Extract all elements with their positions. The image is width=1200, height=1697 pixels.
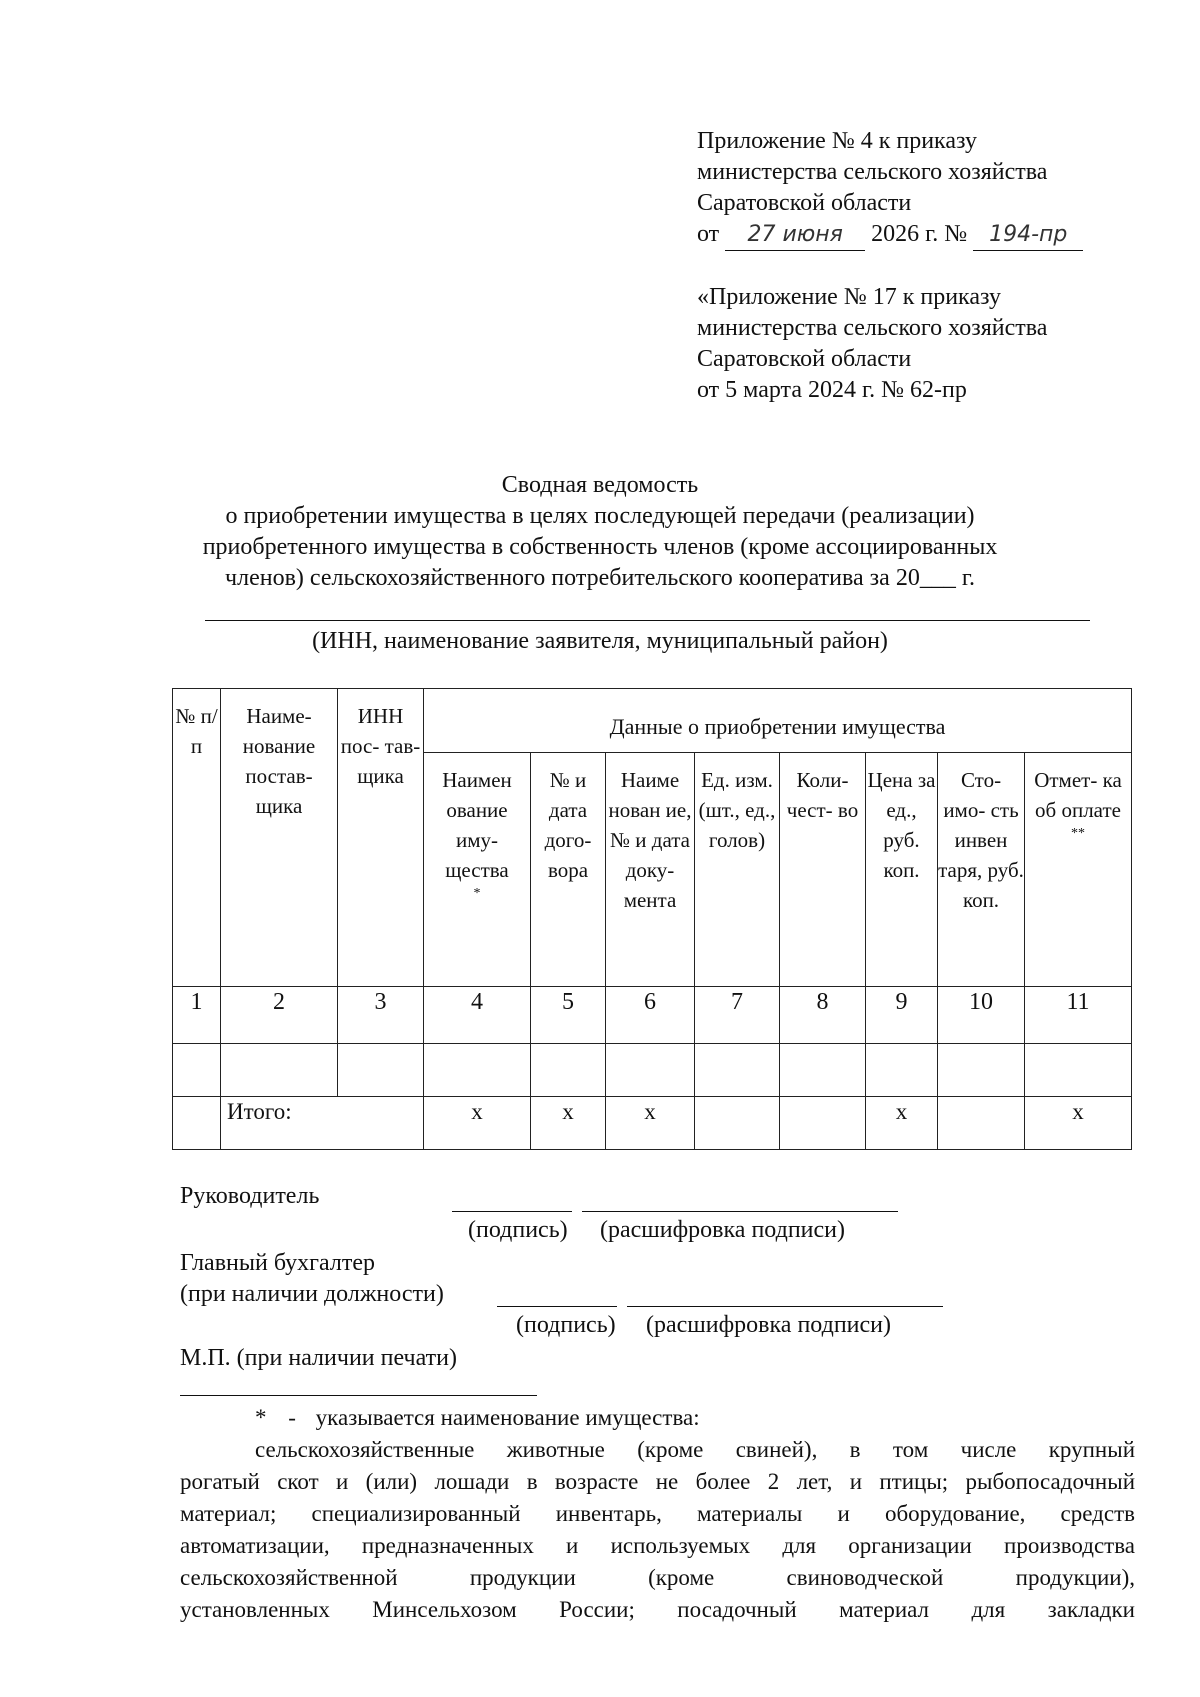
accountant-signature-line [497, 1306, 617, 1307]
table-cell [780, 1097, 866, 1150]
handwritten-order-number: 194-пр [973, 219, 1083, 251]
column-number: 1 [173, 987, 221, 1044]
head-label: Руководитель [180, 1183, 320, 1209]
column-number: 4 [424, 987, 531, 1044]
header-unit: Ед. изм. (шт., ед., голов) [695, 753, 780, 987]
head-decode-caption: (расшифровка подписи) [600, 1217, 845, 1243]
document-subtitle-line1: о приобретении имущества в целях последующей передачи (реализации) [225, 503, 975, 529]
header-property-name [424, 753, 531, 987]
stamp-label: М.П. (при наличии печати) [180, 1345, 457, 1371]
appendix-original-line1: «Приложение № 17 к приказу [697, 284, 1001, 310]
table-cell [695, 1044, 780, 1097]
handwritten-date: 27 июня [725, 219, 865, 251]
head-signature-line [452, 1211, 572, 1212]
appendix-current-line3: Саратовской области [697, 190, 912, 216]
accountant-decode-caption: (расшифровка подписи) [646, 1312, 891, 1338]
table-cell [531, 1044, 606, 1097]
table-row [173, 1044, 1132, 1097]
column-number: 2 [221, 987, 338, 1044]
table-cell [938, 1097, 1025, 1150]
table-cell [1025, 1044, 1132, 1097]
appendix-original-line2: министерства сельского хозяйства [697, 315, 1048, 341]
footnote-intro-line [255, 1402, 700, 1433]
column-number: 9 [866, 987, 938, 1044]
header-property-name-text: Наимен ование иму- щества [442, 768, 512, 882]
column-number: 7 [695, 987, 780, 1044]
table-cell [338, 1044, 424, 1097]
footnote-marker: * [255, 1405, 267, 1430]
total-mark: x [531, 1097, 606, 1150]
header-supplier-name: Наиме- нование постав- щика [221, 689, 338, 987]
header-supplier-inn: ИНН пос- тав- щика [338, 689, 424, 987]
footnote-line: сельскохозяйственной продукции (кроме свиноводческой продукции), [180, 1565, 1135, 1590]
table-cell [173, 1044, 221, 1097]
appendix-current-line1: Приложение № 4 к приказу [697, 128, 977, 154]
total-row [173, 1097, 1132, 1150]
column-number: 6 [606, 987, 695, 1044]
header-row-number: № п/ п [173, 689, 221, 987]
applicant-caption: (ИНН, наименование заявителя, муниципальный район) [312, 628, 888, 654]
table-cell [221, 1044, 338, 1097]
head-decode-line [582, 1211, 898, 1212]
footnote-mark-single: * [473, 886, 481, 901]
appendix-current-date-line [697, 219, 1083, 251]
head-sign-caption: (подпись) [468, 1217, 568, 1243]
header-payment-mark-text: Отмет- ка об оплате [1034, 768, 1122, 822]
footnote-mark-double: ** [1071, 826, 1085, 841]
header-contract: № и дата дого- вора [531, 753, 606, 987]
total-mark: x [866, 1097, 938, 1150]
document-title: Сводная ведомость [501, 472, 699, 498]
column-number: 8 [780, 987, 866, 1044]
header-payment-mark [1025, 753, 1132, 987]
accountant-label: Главный бухгалтер [180, 1250, 375, 1276]
appendix-current-line2: министерства сельского хозяйства [697, 159, 1048, 185]
total-mark: x [606, 1097, 695, 1150]
header-property-data-group: Данные о приобретении имущества [424, 689, 1132, 753]
column-number: 3 [338, 987, 424, 1044]
table-cell [938, 1044, 1025, 1097]
accountant-decode-line [627, 1306, 943, 1307]
appendix-original-line3: Саратовской области [697, 346, 912, 372]
header-inventory-cost: Сто- имо- сть инвен таря, руб. коп. [938, 753, 1025, 987]
column-number: 11 [1025, 987, 1132, 1044]
table-cell [424, 1044, 531, 1097]
column-number: 5 [531, 987, 606, 1044]
property-summary-table [172, 688, 1132, 1150]
date-year-number: 2026 г. № [871, 221, 968, 247]
total-mark: x [1025, 1097, 1132, 1150]
appendix-original-line4: от 5 марта 2024 г. № 62-пр [697, 377, 967, 403]
document-subtitle-line2: приобретенного имущества в собственность членов (кроме ассоциированных [202, 534, 998, 560]
accountant-position-note: (при наличии должности) [180, 1281, 444, 1307]
header-quantity: Коли- чест- во [780, 753, 866, 987]
footnote-line: автоматизации, предназначенных и используемых для организации производства [180, 1533, 1135, 1558]
footnote-line: рогатый скот и (или) лошади в возрасте не более 2 лет, и птицы; рыбопосадочный [180, 1469, 1135, 1494]
footnote-separator [180, 1395, 537, 1396]
footnote-intro: указывается наименование имущества: [315, 1405, 700, 1430]
total-label: Итого: [221, 1097, 424, 1150]
applicant-fill-line [205, 620, 1090, 621]
table-cell [866, 1044, 938, 1097]
accountant-sign-caption: (подпись) [516, 1312, 616, 1338]
footnote-line: установленных Минсельхозом России; посадочный материал для закладки [180, 1597, 1135, 1622]
table-cell [606, 1044, 695, 1097]
table-cell [173, 1097, 221, 1150]
date-prefix: от [697, 221, 720, 247]
document-subtitle-line3: членов) сельскохозяйственного потребительского кооператива за 20___ г. [225, 565, 975, 591]
header-document: Наиме нован ие, № и дата доку- мента [606, 753, 695, 987]
table-cell [695, 1097, 780, 1150]
footnote-line: материал; специализированный инвентарь, материалы и оборудование, средств [180, 1501, 1135, 1526]
footnote-dash: - [288, 1405, 296, 1430]
column-number: 10 [938, 987, 1025, 1044]
table-cell [780, 1044, 866, 1097]
column-number-row [173, 987, 1132, 1044]
header-unit-price: Цена за ед., руб. коп. [866, 753, 938, 987]
footnote-line: сельскохозяйственные животные (кроме свиней), в том числе крупный [255, 1437, 1135, 1462]
total-mark: x [424, 1097, 531, 1150]
